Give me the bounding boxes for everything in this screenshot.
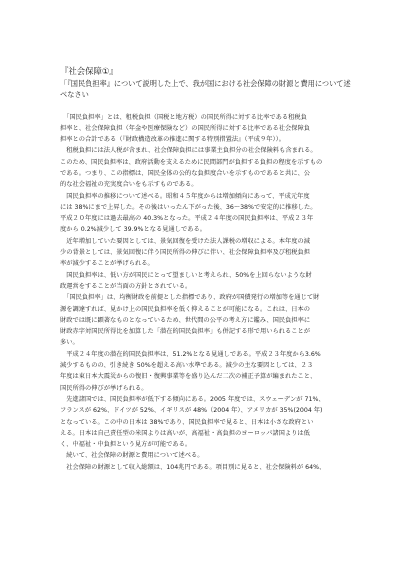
paragraph-line: 平成２０年度には過去最高の 40.3%となった。平成２４年度の国民負担率は、平成２３年 [60,215,314,223]
prompt-line: 「『国民負担率』について説明した上で、我が国における社会保障の財源と費用について述 [60,78,351,88]
document-page [60,66,354,473]
paragraph-line: 続いて、社会保障の財源と費用について述べる。 [60,452,204,460]
paragraph-line: 租税負担には法人税が含まれ、社会保障負担には事業主負担分の社会保険料も含まれる。 [60,147,317,155]
body-paragraph [60,191,354,236]
paragraph-line: 平成２４年度の潜在的国民負担率は、51.2%となる見通しである。平成２３年度から3.6% [60,350,321,358]
body-paragraph [60,112,354,146]
paragraph-line: 減少するものの、引き続き 50%を超える高い水準である。減少の主な要因としては、２３ [60,362,314,370]
document-heading: 『社会保障①』 [60,66,118,76]
paragraph-line: 担率との合計である（『財政構造改革の推進に関する特別措置法』（平成９年））。 [60,136,285,144]
body-paragraph [60,292,354,348]
paragraph-line: 国民負担率は、低い方が国民にとって望ましいと考えられ、50%を上回らないような財 [60,271,312,279]
body-paragraph [60,450,354,461]
paragraph-line: 度から 0.2%減少して 39.9%となる見通しである。 [60,226,206,234]
paragraph-line: には 38%にまで上昇した。その後はいったん下がった後、36～38%で安定的に推移した。 [60,203,317,211]
paragraph-line: 少の背景としては、景気回復に伴う国民所得の伸びに伴い、社会保障負担率及び租税負担 [60,249,310,257]
paragraph-line: 先進諸国では、国民負担率が低下する傾向にある。2005 年度では、スウェーデンが 71%、 [60,395,325,403]
body-paragraph [60,394,354,450]
prompt-line: べなさい [60,89,89,99]
paragraph-line: フランスが 62%、ドイツが 52%、イギリスが 48%（2004 年）、アメリカが 35%(2004 年) [60,407,323,415]
body-paragraph [60,349,354,394]
paragraph-line: 財政では既に顕著なものとなっているため、世代間の公平の考え方に鑑み、国民負担率に [60,316,311,324]
essay-prompt [60,78,354,100]
paragraph-line: このため、国民負担率は、政府活動を支えるために民間部門が負担する負担の程度を示すもの [60,158,323,166]
paragraph-line: 源を調達すれば、見かけ上の国民負担率を低く抑えることが可能になる。これは、日本の [60,305,310,313]
paragraph-line: となっている。この中の日本は 38%であり、国民負担率で見ると、日本は小さな政府とい [60,418,314,426]
paragraph-line: 社会保障の財源として収入総額は、104兆円である。項目別に見ると、社会保険料が 64%、 [60,463,326,471]
body-paragraph [60,236,354,270]
paragraph-line: 政運営をすることが当面の方針とされている。 [60,282,192,290]
paragraph-line: 「国民負担率」とは、租税負担（国税と地方税）の国民所得に対する比率である租税負 [60,113,307,121]
paragraph-line: 年度は東日本大震災からの復旧・復興事業等を盛り込んだ二次の補正予算が編まれたこと、 [60,373,317,381]
essay-body [60,112,354,474]
body-paragraph [60,270,354,293]
body-paragraph [60,462,354,473]
paragraph-line: 国民負担率の推移について述べる。昭和４５年度からは増加傾向にあって、平成元年度 [60,192,310,200]
paragraph-line: える。日本は自己責任型の米国よりは高いが、高福祉・高負担のヨーロッパ諸国よりは低 [60,429,310,437]
paragraph-line: 国民所得の伸びが挙げられる。 [60,384,148,392]
paragraph-line: く、中福祉・中負担という見方が可能である。 [60,441,192,449]
paragraph-line: 近年増加していた要因としては、景気回復を受けた法人課税の増収による。本年度の減 [60,237,310,245]
body-paragraph [60,145,354,190]
paragraph-line: 財政赤字対国民所得比を加算した「潜在的国民負担率」も併記する形で用いられることが [60,328,310,336]
paragraph-line: 担率と、社会保障負担（年金や医療保険など）の国民所得に対する比率である社会保障負 [60,124,310,132]
paragraph-line: 率が減少することが挙げられる。 [60,260,154,268]
paragraph-line: 多い。 [60,339,79,347]
paragraph-line: 「国民負担率」は、均衡財政を前提とした指標であり、政府が国債発行の増加等を通じて財 [60,294,320,302]
paragraph-line: である。つまり、この指標は、国民全体の公的な負担度合いを示すものであると共に、公 [60,169,310,177]
paragraph-line: 的な社会福祉の充実度合いをも示すものである。 [60,181,198,189]
